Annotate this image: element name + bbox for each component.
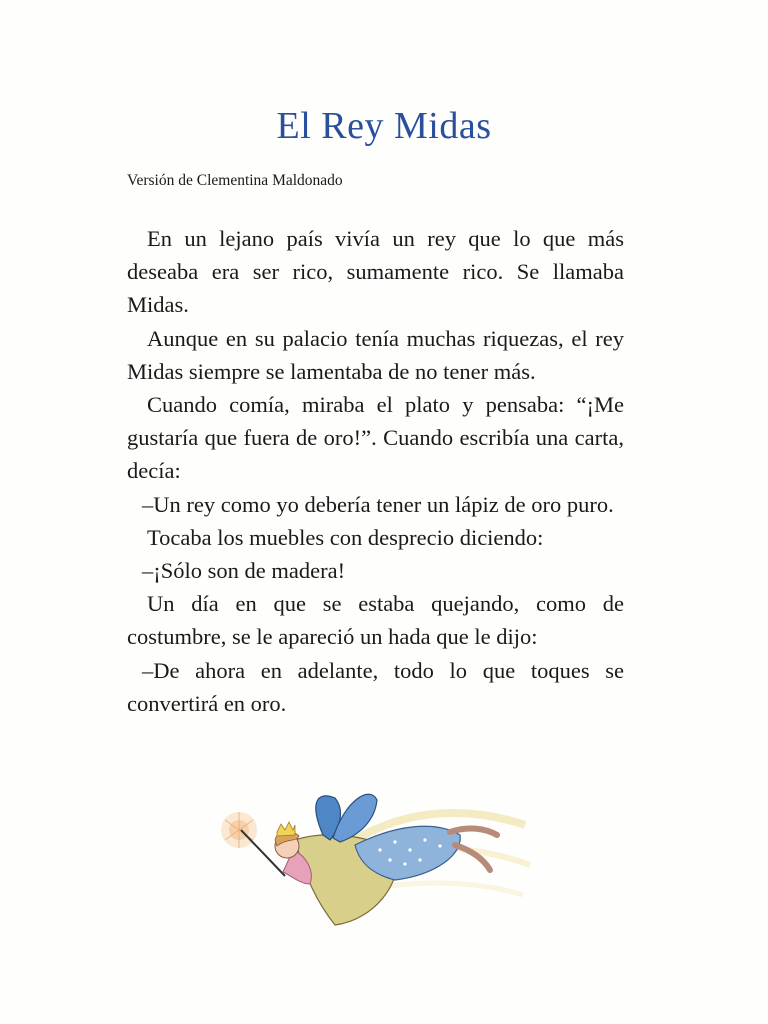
dialog-paragraph: –¡Sólo son de madera! [142, 558, 346, 584]
paragraph: Cuando comía, miraba el plato y pensaba: “¡Me gustaría que fuera de oro!”. Cuando escribía una carta, decía: [127, 392, 624, 484]
dialog-paragraph: –De ahora en adelante, todo lo que toques se convertirá en oro. [127, 657, 624, 716]
author-byline: Versión de Clementina Maldonado [127, 172, 343, 189]
page-title: El Rey Midas [276, 105, 492, 147]
crown-icon [277, 822, 295, 836]
dialog-paragraph: –Un rey como yo debería tener un lápiz de oro puro. [142, 491, 614, 517]
paragraph: Tocaba los muebles con desprecio diciendo: [147, 524, 544, 550]
story-text [127, 222, 624, 720]
paragraph: Aunque en su palacio tenía muchas riquezas, el rey Midas siempre se lamentaba de no tener más. [127, 325, 624, 384]
fairy-illustration [205, 780, 535, 930]
paragraph: Un día en que se estaba quejando, como de costumbre, se le apareció un hada que le dijo: [127, 591, 624, 650]
paragraph: En un lejano país vivía un rey que lo que más deseaba era ser rico, sumamente rico. Se llamaba Midas. [127, 226, 624, 318]
sparkle-glow [221, 812, 257, 848]
